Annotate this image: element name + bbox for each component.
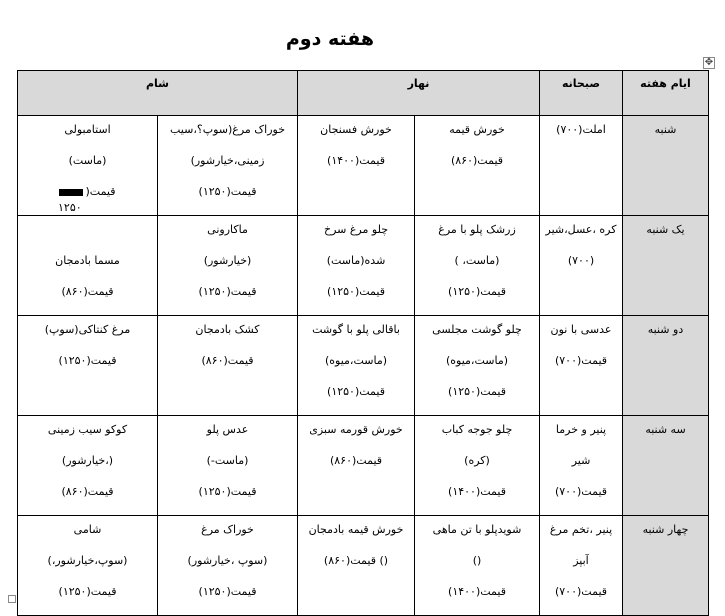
- cell-line: عدسی با نون: [550, 323, 612, 336]
- cell-line: خورش قورمه سبزی: [309, 423, 403, 436]
- cell-line: شده(ماست): [326, 254, 386, 267]
- header-days: ایام هفته: [623, 71, 709, 116]
- cell-line: ۱۲۵۰: [58, 201, 82, 214]
- header-dinner: شام: [18, 71, 298, 116]
- cell-line: چلو جوجه کباب: [441, 423, 513, 436]
- breakfast-cell: [540, 216, 623, 316]
- cell-line: املت(۷۰۰): [556, 123, 606, 136]
- cell-line: عدس پلو: [206, 423, 249, 436]
- cell-line: استامبولی: [64, 123, 111, 136]
- day-cell: سه شنبه: [623, 416, 709, 516]
- cell-line: (،خیارشور): [61, 454, 114, 467]
- cell-line: (خیارشور): [203, 254, 252, 267]
- dinner-cell: [158, 416, 298, 516]
- price-label: قیمت(: [85, 185, 116, 198]
- cell-line: زرشک پلو با مرغ: [438, 223, 516, 236]
- cell-line: [18, 222, 157, 253]
- cell-line: (ماست، ): [454, 254, 500, 267]
- header-lunch: نهار: [298, 71, 540, 116]
- cell-line: (کره): [464, 454, 490, 467]
- cell-line: قیمت(۱۲۵۰): [327, 385, 385, 398]
- cell-line: قیمت(۱۲۵۰): [448, 285, 506, 298]
- cell-line: زمینی،خیارشور): [190, 154, 265, 167]
- cell-line: کوکو سیب زمینی: [47, 423, 128, 436]
- lunch-cell: [298, 116, 415, 216]
- table-row: [18, 216, 709, 316]
- cell-line: ماکارونی: [207, 223, 248, 236]
- cell-line: قیمت(۱۲۵۰): [58, 354, 117, 367]
- cell-line: قیمت(۱۲۵۰): [198, 485, 257, 498]
- cell-line: آبپز: [573, 554, 589, 567]
- cell-line: خوراک مرغ: [201, 523, 254, 536]
- dinner-cell: [18, 516, 158, 616]
- cell-line: (ماست): [68, 154, 107, 167]
- dinner-cell: [18, 416, 158, 516]
- cell-line: خوراک مرغ(سوپ؟،سیب: [170, 123, 285, 136]
- dinner-cell: [158, 516, 298, 616]
- header-breakfast: صبحانه: [540, 71, 623, 116]
- day-cell: دو شنبه: [623, 316, 709, 416]
- day-cell: چهار شنبه: [623, 516, 709, 616]
- cell-line: چلو مرغ سرخ: [323, 223, 389, 236]
- lunch-cell: [415, 116, 540, 216]
- cell-line: (ماست،میوه): [324, 354, 388, 367]
- dinner-cell: [158, 216, 298, 316]
- breakfast-cell: [540, 416, 623, 516]
- cell-line: شیر: [571, 454, 591, 467]
- dinner-cell: [18, 116, 158, 216]
- cell-line: قیمت(۱۲۵۰): [327, 285, 385, 298]
- cell-line: چلو گوشت مجلسی: [432, 323, 522, 336]
- cell-line: قیمت(۱۴۰۰): [448, 585, 506, 598]
- table-row: [18, 516, 709, 616]
- cell-line: () قیمت(۸۶۰): [323, 554, 389, 567]
- cell-line: قیمت(۱۴۰۰): [448, 485, 506, 498]
- lunch-cell: [298, 316, 415, 416]
- day-cell: یک شنبه: [623, 216, 709, 316]
- breakfast-cell: [540, 316, 623, 416]
- cell-line: (): [472, 554, 482, 567]
- cell-line: خورش قیمه: [449, 123, 505, 136]
- table-move-handle-icon[interactable]: ✥: [704, 57, 714, 68]
- cell-line: قیمت(۸۶۰): [61, 485, 114, 498]
- cell-line: خورش قیمه بادمجان: [308, 523, 404, 536]
- cell-line: قیمت(۱۲۵۰): [198, 585, 257, 598]
- day-cell: شنبه: [623, 116, 709, 216]
- weekly-menu-table: [17, 70, 709, 616]
- dinner-cell: [158, 116, 298, 216]
- cell-line: قیمت(۷۰۰): [554, 585, 608, 598]
- table-row: [18, 316, 709, 416]
- lunch-cell: [415, 316, 540, 416]
- cell-line: قیمت(۸۶۰): [329, 454, 383, 467]
- cell-line: باقالی پلو با گوشت: [312, 323, 400, 336]
- cell-line: شامی: [73, 523, 102, 536]
- cell-line: قیمت(۱۲۵۰): [58, 585, 117, 598]
- dinner-cell: [158, 316, 298, 416]
- lunch-cell: [415, 516, 540, 616]
- cell-line: پنیر ،تخم مرغ: [549, 523, 613, 536]
- header-row: [18, 71, 709, 116]
- cell-line: (۷۰۰): [567, 254, 595, 267]
- cell-line: کشک بادمجان: [195, 323, 260, 336]
- cell-line: قیمت(۱۴۰۰): [327, 154, 385, 167]
- cell-line: قیمت(۱۲۵۰): [198, 185, 257, 198]
- cell-line: قیمت(۸۶۰): [61, 285, 114, 298]
- breakfast-cell: [540, 116, 623, 216]
- lunch-cell: [415, 416, 540, 516]
- cell-line: قیمت(۷۰۰): [554, 485, 608, 498]
- cell-line: قیمت(۷۰۰): [554, 354, 608, 367]
- lunch-cell: [298, 516, 415, 616]
- cell-line: شویدپلو با تن ماهی: [432, 523, 522, 536]
- cell-line: قیمت(۱۲۵۰): [448, 385, 506, 398]
- cell-line: کره ،عسل،شیر: [545, 223, 617, 236]
- cell-line: (سوپ ،خیارشور): [187, 554, 268, 567]
- cell-line: خورش فسنجان: [320, 123, 392, 136]
- cell-line: قیمت(۸۶۰): [201, 354, 254, 367]
- redaction-mark: [59, 189, 83, 196]
- lunch-cell: [415, 216, 540, 316]
- cell-line: (ماست،میوه): [445, 354, 509, 367]
- table-row: [18, 116, 709, 216]
- breakfast-cell: [540, 516, 623, 616]
- cell-line: (سوپ،خیارشور،): [47, 554, 128, 567]
- cell-line: قیمت(۸۶۰): [450, 154, 504, 167]
- page-title: هفته دوم: [285, 28, 375, 50]
- lunch-cell: [298, 216, 415, 316]
- cell-line: مسما بادمجان: [55, 254, 120, 267]
- table-resize-handle[interactable]: [8, 595, 16, 603]
- cell-line: مرغ کنتاکی(سوپ): [44, 323, 131, 336]
- lunch-cell: [298, 416, 415, 516]
- dinner-cell: [18, 316, 158, 416]
- cell-line: [18, 184, 157, 200]
- cell-line: پنیر و خرما: [555, 423, 607, 436]
- dinner-cell: [18, 216, 158, 316]
- cell-line: (ماست-): [206, 454, 249, 467]
- table-row: [18, 416, 709, 516]
- cell-line: قیمت(۱۲۵۰): [198, 285, 257, 298]
